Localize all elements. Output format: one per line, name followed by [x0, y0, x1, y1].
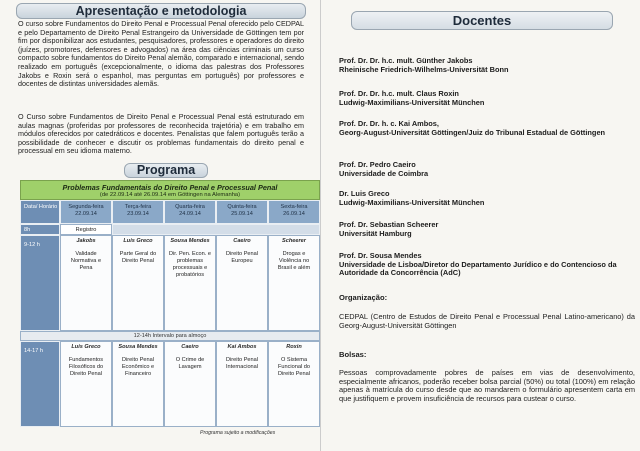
- afternoon-session: Luis Greco Fundamentos Filosóficos do Direito Penal: [60, 341, 112, 427]
- docente-entry: Dr. Luis Greco Ludwig-Maximilians-Universität München: [339, 189, 485, 207]
- time-morning: 9-12 h: [20, 235, 60, 331]
- schedule-note: Programa sujeito a modificações: [200, 430, 276, 436]
- schedule-title: Problemas Fundamentais do Direito Penal e Processual Penal: [62, 183, 278, 192]
- structure-paragraph: O Curso sobre Fundamentos de Direito Penal e Processual Penal está estruturado em aulas magnas (proferidas por professores de reconhecida trajetória) e em trabalho em módulos oferecidos por catedráticos e docentes. Penalistas que falem português terão a possibilidade de conhecer e discutir os problemas fundamentais do direito penal e processual em seu idioma materno.: [18, 112, 304, 156]
- day-header: Quinta-feira 25.09.14: [216, 200, 268, 224]
- intro-paragraph: O curso sobre Fundamentos do Direito Penal e Processual Penal oferecido pelo CEDPAL e pelo Departamento de Direito Penal Estrangeiro da Universidade de Göttingen tem por fim por disponibilizar aos estudantes, pesquisadores, professores e operadores do direito (juízes, promotores, defensores e advogados) na área das ciências criminais um curso compacto sobre fundamentos do Direito Penal alemão, comparado e internacional, sendo realizado em português (excepcionalmente, o idioma das palestras dos Professores Jakobs e Roxin será o espanhol, mas perguntas em português) por professores e docentes de distintas universidades alemãs.: [18, 19, 304, 89]
- morning-session: Caeiro Direito Penal Europeu: [216, 235, 268, 331]
- morning-session: Luis Greco Parte Geral do Direito Penal: [112, 235, 164, 331]
- corner-cell: Data/ Horário: [20, 200, 60, 224]
- morning-session: Sousa Mendes Dir. Pen. Econ. e problemas processuais e probatórios: [164, 235, 216, 331]
- morning-session: Jakobs Validade Normativa e Pena: [60, 235, 112, 331]
- section-heading-programa: Programa: [124, 163, 208, 178]
- schedule-subtitle: (de 22.09.14 até 26.09.14 em Göttingen na Alemanha): [99, 192, 241, 198]
- section-heading-docentes: Docentes: [351, 11, 613, 30]
- right-page: [320, 0, 640, 451]
- bolsas-text: Pessoas comprovadamente pobres de países em vias de desenvolvimento, especialmente africanos, poderão receber bolsa parcial (50%) ou total (100%) em relação apenas à matrícula do curso desde que ao mandarem o formulário apresentem carta em que justifiquem e provem insuficiência de recursos para custear o curso.: [339, 368, 635, 403]
- org-text: CEDPAL (Centro de Estudos de Direito Penal e Processual Penal Latino-americano) da Georg-August-Universität Göttingen: [339, 312, 635, 330]
- schedule-titlebar: [20, 180, 320, 200]
- docente-entry: Prof. Dr. Dr. h.c. mult. Claus Roxin Ludwig-Maximilians-Universität München: [339, 89, 485, 107]
- afternoon-session: Kai Ambos Direito Penal Internacional: [216, 341, 268, 427]
- day-header: Terça-feira 23.09.14: [112, 200, 164, 224]
- day-header: Sexta-feira 26.09.14: [268, 200, 320, 224]
- registro-cell: Registro: [60, 224, 112, 235]
- docente-entry: Prof. Dr. Pedro Caeiro Universidade de Coimbra: [339, 160, 429, 178]
- morning-session: Scheerer Drogas e Violência no Brasil e além: [268, 235, 320, 331]
- empty-cell: [112, 224, 320, 235]
- time-8h: 8h: [20, 224, 60, 235]
- org-label: Organização:: [339, 293, 388, 302]
- docente-entry: Prof. Dr. Dr. h.c. mult. Günther Jakobs Rheinische Friedrich-Wilhelms-Universität Bonn: [339, 56, 509, 74]
- docente-entry: Prof. Dr. Sousa Mendes Universidade de Lisboa/Diretor do Departamento Jurídico e do Contencioso da Autoridade da Concorrência (AdC): [339, 251, 617, 278]
- time-afternoon: 14-17 h: [20, 341, 60, 427]
- afternoon-session: Roxin O Sistema Funcional do Direito Penal: [268, 341, 320, 427]
- section-heading-apresentacao: Apresentação e metodologia: [16, 3, 306, 19]
- bolsas-label: Bolsas:: [339, 350, 367, 359]
- docente-entry: Prof. Dr. Sebastian Scheerer Universität Hamburg: [339, 220, 439, 238]
- afternoon-session: Sousa Mendes Direito Penal Econômico e Financeiro: [112, 341, 164, 427]
- lunch-break: 12-14h Intervalo para almoço: [20, 331, 320, 341]
- docente-entry: Prof. Dr. Dr. h. c. Kai Ambos, Georg-August-Universität Göttingen/Juiz do Tribunal Estadual de Göttingen: [339, 119, 606, 137]
- schedule-table: [20, 180, 320, 440]
- day-header: Segunda-feira 22.09.14: [60, 200, 112, 224]
- day-header: Quarta-feira 24.09.14: [164, 200, 216, 224]
- afternoon-session: Caeiro O Crime de Lavagem: [164, 341, 216, 427]
